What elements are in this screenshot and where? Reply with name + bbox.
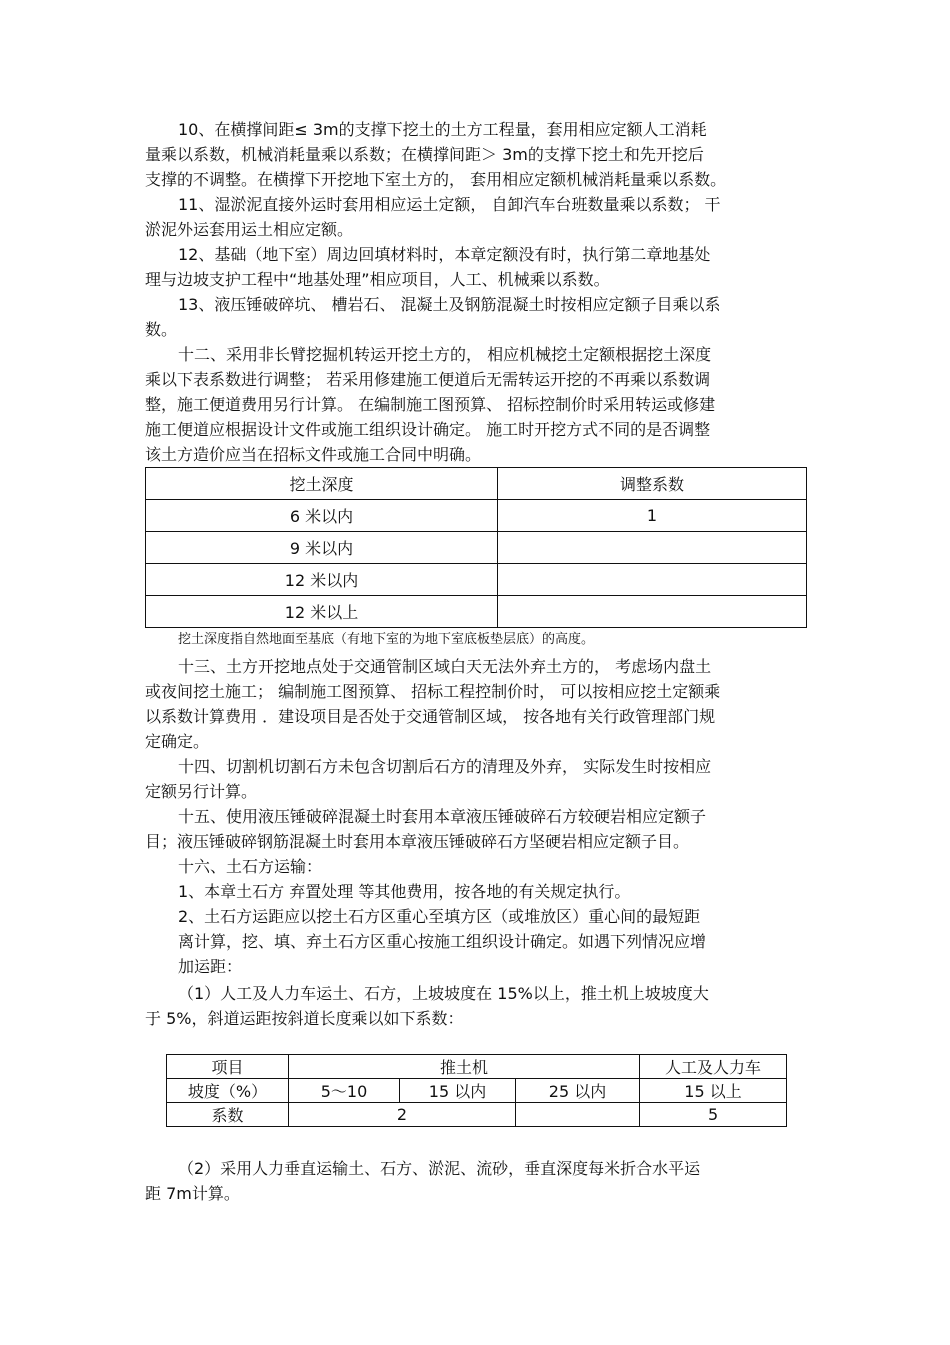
sub-2-line-1: （2）采用人力垂直运输土、石方、淤泥、流砂，垂直深度每米折合水平运 <box>178 1159 701 1178</box>
section-12-line-4: 施工便道应根据设计文件或施工组织设计确定。 施工时开挖方式不同的是否调整 <box>145 420 711 439</box>
section-13-line-2: 或夜间挖土施工； 编制施工图预算、 招标工程控制价时， 可以按相应挖土定额乘 <box>145 682 721 701</box>
item-1: 1、本章土石方 弃置处理 等其他费用，按各地的有关规定执行。 <box>178 882 631 901</box>
item-2-line-3: 加运距： <box>178 957 243 976</box>
table-cell: 9 米以内 <box>146 532 498 564</box>
table-row <box>146 532 807 564</box>
table-header-cell: 挖土深度 <box>146 468 498 500</box>
table-cell: 25 以内 <box>516 1079 640 1103</box>
section-12-line-5: 该土方造价应当在招标文件或施工合同中明确。 <box>145 445 482 464</box>
para-10-line-3: 支撑的不调整。在横撑下开挖地下室土方的， 套用相应定额机械消耗量乘以系数。 <box>145 170 727 189</box>
section-14-line-2: 定额另行计算。 <box>145 782 258 801</box>
table-cell <box>498 564 807 596</box>
table-cell: 5～10 <box>289 1079 400 1103</box>
table-cell <box>498 596 807 628</box>
section-13-line-1: 十三、土方开挖地点处于交通管制区域白天无法外弃土方的， 考虑场内盘土 <box>178 657 712 676</box>
table-cell: 12 米以上 <box>146 596 498 628</box>
table-row <box>146 564 807 596</box>
table-cell: 6 米以内 <box>146 500 498 532</box>
table-row <box>146 500 807 532</box>
para-13-line-1: 13、液压锤破碎坑、 槽岩石、 混凝土及钢筋混凝土时按相应定额子目乘以系 <box>178 295 721 314</box>
para-12-line-2: 理与边坡支护工程中“地基处理”相应项目，人工、机械乘以系数。 <box>145 270 610 289</box>
table-cell: 15 以内 <box>400 1079 516 1103</box>
table-row <box>146 596 807 628</box>
table-row <box>167 1103 787 1127</box>
section-12-line-3: 整，施工便道费用另行计算。 在编制施工图预算、 招标控制价时采用转运或修建 <box>145 395 716 414</box>
section-15-line-2: 目；液压锤破碎钢筋混凝土时套用本章液压锤破碎石方坚硬岩相应定额子目。 <box>145 832 690 851</box>
section-16-title: 十六、土石方运输： <box>178 857 323 876</box>
table-cell: 系数 <box>167 1103 289 1127</box>
excavation-coefficient-table <box>145 467 807 628</box>
section-12-line-2: 乘以下表系数进行调整； 若采用修建施工便道后无需转运开挖的不再乘以系数调 <box>145 370 711 389</box>
para-12-line-1: 12、基础（地下室）周边回填材料时，本章定额没有时，执行第二章地基处 <box>178 245 711 264</box>
para-11-line-1: 11、湿淤泥直接外运时套用相应运土定额， 自卸汽车台班数量乘以系数； 干 <box>178 195 721 214</box>
sub-1-line-1: （1）人工及人力车运土、石方，上坡坡度在 15%以上，推土机上坡坡度大 <box>178 984 709 1003</box>
table-cell <box>498 532 807 564</box>
table-row <box>167 1055 787 1079</box>
table-header-row <box>146 468 807 500</box>
table-cell: 2 <box>289 1103 516 1127</box>
para-10-line-1: 10、在横撑间距≤ 3m的支撑下挖土的土方工程量，套用相应定额人工消耗 <box>178 120 707 139</box>
sub-2-line-2: 距 7m计算。 <box>145 1184 240 1203</box>
table-cell: 人工及人力车 <box>640 1055 787 1079</box>
section-12-line-1: 十二、采用非长臂挖掘机转运开挖土方的， 相应机械挖土定额根据挖土深度 <box>178 345 712 364</box>
table-cell: 坡度（%） <box>167 1079 289 1103</box>
table-cell: 15 以上 <box>640 1079 787 1103</box>
table-header-cell: 调整系数 <box>498 468 807 500</box>
table-cell: 12 米以内 <box>146 564 498 596</box>
para-13-line-2: 数。 <box>145 320 178 339</box>
slope-coefficient-table <box>166 1054 787 1127</box>
section-14-line-1: 十四、切割机切割石方未包含切割后石方的清理及外弃， 实际发生时按相应 <box>178 757 712 776</box>
para-10-line-2: 量乘以系数，机械消耗量乘以系数；在横撑间距＞ 3m的支撑下挖土和先开挖后 <box>145 145 704 164</box>
table-cell: 项目 <box>167 1055 289 1079</box>
sub-1-line-2: 于 5%，斜道运距按斜道长度乘以如下系数： <box>145 1009 464 1028</box>
item-2-line-2: 离计算，挖、填、弃土石方区重心按施工组织设计确定。如遇下列情况应增 <box>178 932 707 951</box>
section-13-line-4: 定确定。 <box>145 732 210 751</box>
table-note: 挖土深度指自然地面至基底（有地下室的为地下室底板垫层底）的高度。 <box>178 632 595 647</box>
section-15-line-1: 十五、使用液压锤破碎混凝土时套用本章液压锤破碎石方较硬岩相应定额子 <box>178 807 707 826</box>
table-cell <box>516 1103 640 1127</box>
section-13-line-3: 以系数计算费用 ．建设项目是否处于交通管制区域， 按各地有关行政管理部门规 <box>145 707 716 726</box>
table-cell: 推土机 <box>289 1055 640 1079</box>
table-cell: 5 <box>640 1103 787 1127</box>
table-row <box>167 1079 787 1103</box>
item-2-line-1: 2、土石方运距应以挖土石方区重心至填方区（或堆放区）重心间的最短距 <box>178 907 701 926</box>
table-cell: 1 <box>498 500 807 532</box>
para-11-line-2: 淤泥外运套用运土相应定额。 <box>145 220 354 239</box>
